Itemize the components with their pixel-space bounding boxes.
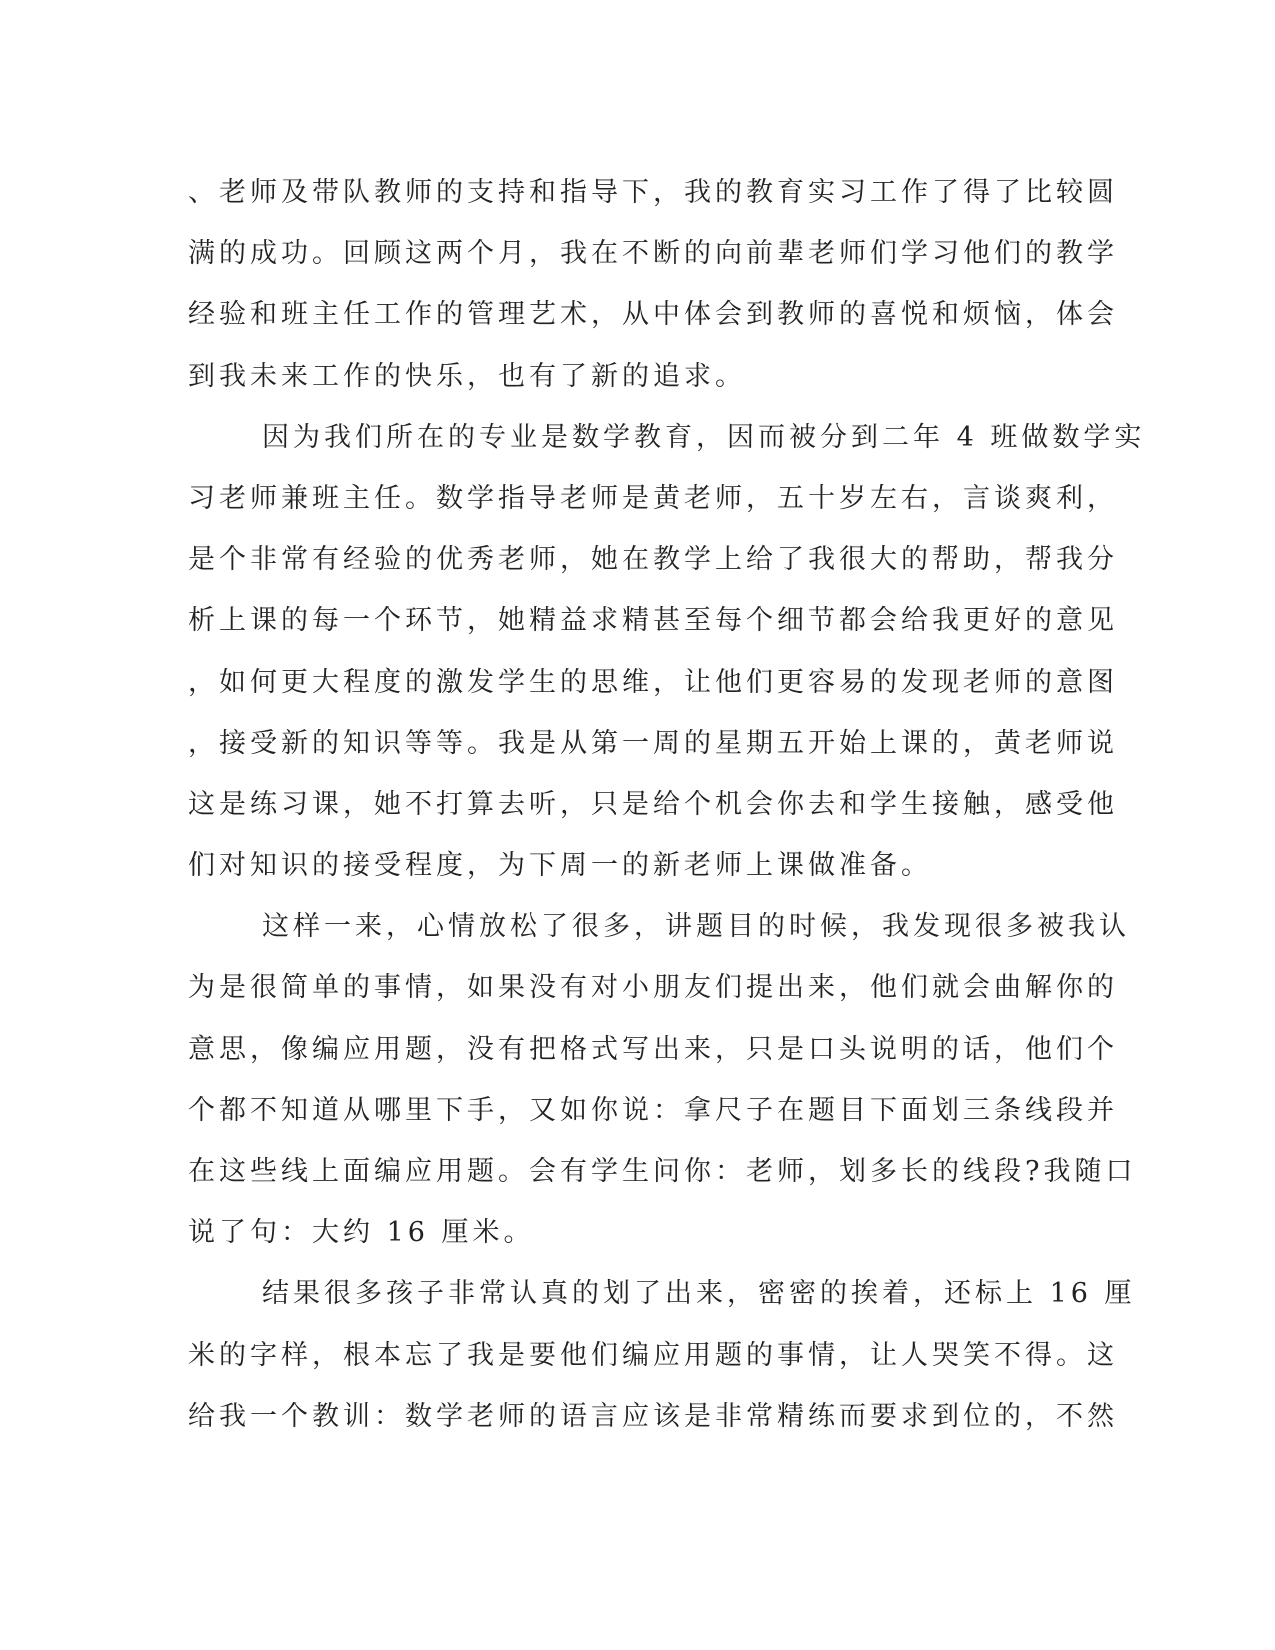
text-line: 给我一个教训：数学老师的语言应该是非常精练而要求到位的，不然 — [188, 1400, 1118, 1432]
body-text — [188, 162, 1146, 1447]
text-line: 经验和班主任工作的管理艺术，从中体会到教师的喜悦和烦恼，体会 — [188, 299, 1118, 331]
paragraph-first-line: 因为我们所在的专业是数学教育，因而被分到二年 4 班做数学实 — [262, 421, 1146, 453]
text-line: 是个非常有经验的优秀老师，她在教学上给了我很大的帮助，帮我分 — [188, 544, 1118, 576]
text-line: 习老师兼班主任。数学指导老师是黄老师，五十岁左右，言谈爽利， — [188, 482, 1118, 514]
text-line: 满的成功。回顾这两个月，我在不断的向前辈老师们学习他们的教学 — [188, 238, 1118, 270]
text-line: 米的字样，根本忘了我是要他们编应用题的事情，让人哭笑不得。这 — [188, 1339, 1118, 1371]
text-line: 意思，像编应用题，没有把格式写出来，只是口头说明的话，他们个 — [188, 1033, 1118, 1065]
text-line: 、老师及带队教师的支持和指导下，我的教育实习工作了得了比较圆 — [188, 177, 1118, 208]
text-line: 们对知识的接受程度，为下周一的新老师上课做准备。 — [188, 850, 932, 882]
text-line: ，接受新的知识等等。我是从第一周的星期五开始上课的，黄老师说 — [188, 727, 1118, 759]
text-line: 个都不知道从哪里下手，又如你说：拿尺子在题目下面划三条线段并 — [188, 1094, 1118, 1126]
text-line: 在这些线上面编应用题。会有学生问你：老师，划多长的线段?我随口 — [188, 1156, 1137, 1187]
text-line: ，如何更大程度的激发学生的思维，让他们更容易的发现老师的意图 — [188, 666, 1118, 698]
text-line: 说了句：大约 16 厘米。 — [188, 1217, 535, 1249]
paragraph-first-line: 这样一来，心情放松了很多，讲题目的时候，我发现很多被我认 — [262, 911, 1130, 943]
text-line: 析上课的每一个环节，她精益求精甚至每个细节都会给我更好的意见 — [188, 605, 1118, 637]
paragraph-first-line: 结果很多孩子非常认真的划了出来，密密的挨着，还标上 16 厘 — [262, 1278, 1136, 1310]
text-line: 为是很简单的事情，如果没有对小朋友们提出来，他们就会曲解你的 — [188, 972, 1118, 1004]
text-line: 到我未来工作的快乐，也有了新的追求。 — [188, 360, 746, 392]
text-line: 这是练习课，她不打算去听，只是给个机会你去和学生接触，感受他 — [188, 788, 1118, 820]
